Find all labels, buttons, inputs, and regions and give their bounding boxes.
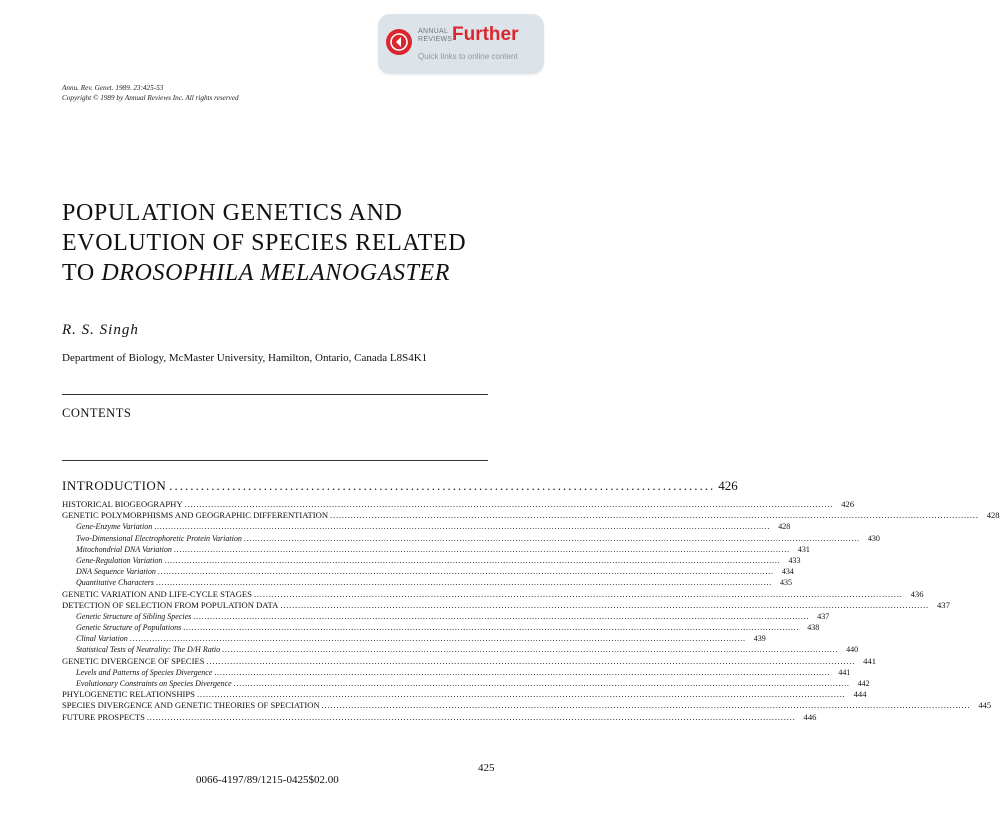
toc-leader-dots: ............................................................................................................................................................................................................................ [196, 689, 846, 700]
toc-leader-dots: ............................................................................................................................................................................................................................ [154, 522, 771, 532]
divider [62, 394, 488, 395]
toc-entry-page: 440 [846, 645, 859, 655]
toc-entry-label: Quantitative Characters [76, 578, 154, 588]
toc-leader-dots: ............................................................................................................................................................................................................................ [184, 499, 834, 509]
toc-entry-page: 426 [718, 478, 738, 493]
toc-entry-label: Evolutionary Constraints on Species Divergence [76, 679, 232, 688]
toc-subentry[interactable] [62, 622, 820, 633]
toc-entry[interactable] [62, 499, 855, 510]
toc-entry-page: 426 [841, 499, 855, 509]
toc-entry-page: 428 [778, 522, 791, 532]
toc-entry[interactable] [62, 689, 867, 700]
toc-entry[interactable] [62, 655, 877, 667]
toc-entry[interactable] [62, 711, 817, 723]
toc-leader-dots: ............................................................................................................................................................................................................................ [173, 544, 790, 554]
toc-leader-dots: ............................................................................................................................................................................................................................ [156, 578, 772, 588]
toc-entry-page: 439 [753, 634, 766, 644]
toc-entry-label: Genetic Structure of Sibling Species [76, 611, 192, 621]
title-line: EVOLUTION OF SPECIES RELATED [62, 230, 467, 256]
toc-entry-page: 437 [936, 599, 950, 610]
toc-entry-page: 434 [781, 567, 794, 577]
toc-entry-page: 442 [857, 679, 870, 688]
toc-entry-label: DNA Sequence Variation [76, 567, 156, 577]
copyright-line: Copyright © 1989 by Annual Reviews Inc. All rights reserved [62, 94, 239, 102]
toc-leader-dots: ............................................................................................................................................................................................................................ [321, 700, 971, 711]
contents-heading: CONTENTS [62, 406, 132, 420]
toc-leader-dots: ............................................................................................................................................................................................................................ [214, 667, 831, 677]
toc-subentry[interactable] [62, 544, 810, 555]
toc-entry-page: 445 [978, 700, 992, 711]
toc-entry-label: HISTORICAL BIOGEOGRAPHY [62, 499, 183, 509]
badge-further-text: Further [452, 24, 519, 45]
toc-entry[interactable] [62, 510, 1000, 521]
toc-subentry[interactable] [62, 667, 851, 678]
toc-leader-dots: ............................................................................................................................................................................................................................ [164, 555, 781, 565]
toc-subentry[interactable] [62, 577, 792, 588]
toc-leader-dots: ............................................................................................................................................................................................................................ [280, 599, 929, 610]
title-prefix: TO [62, 260, 102, 286]
toc-leader-dots: ............................................................................................................................................................................................................................ [146, 711, 796, 722]
toc-entry-page: 446 [803, 711, 817, 722]
annual-reviews-further-badge[interactable] [378, 14, 544, 74]
badge-tagline: Quick links to online content [418, 52, 518, 61]
article-code: 0066-4197/89/1215-0425$02.00 [196, 774, 339, 786]
toc-leader-dots: ............................................................................................................................................................................................................................ [243, 533, 860, 543]
toc-leader-dots: ............................................................................................................................................................................................................................ [157, 567, 774, 577]
divider [62, 460, 488, 461]
toc-entry-page: 436 [910, 588, 924, 599]
toc-entry-label: Levels and Patterns of Species Divergence [76, 667, 213, 677]
badge-annual-reviews-text: ANNUAL REVIEWS [418, 28, 453, 43]
toc-subentry[interactable] [62, 566, 794, 577]
toc-entry-page: 444 [853, 689, 867, 700]
toc-entry-page: 428 [986, 510, 1000, 521]
table-of-contents [62, 499, 1000, 723]
toc-subentry[interactable] [62, 555, 801, 566]
toc-entry[interactable] [62, 700, 992, 711]
toc-leader-dots: ............................................................................................................................................................................................................................ [330, 510, 979, 521]
toc-subentry[interactable] [62, 611, 830, 622]
toc-entry-page: 441 [863, 655, 877, 666]
toc-entry-label: INTRODUCTION [62, 478, 167, 493]
journal-citation [62, 83, 239, 103]
toc-entry[interactable] [62, 599, 950, 611]
title-species-name: DROSOPHILA MELANOGASTER [101, 260, 451, 286]
citation-line: Annu. Rev. Genet. 1989. 23:425-53 [62, 84, 164, 92]
toc-subentry[interactable] [62, 521, 791, 532]
toc-leader-dots: ............................................................................................................................................................................................................................ [183, 623, 800, 633]
toc-entry-page: 441 [838, 667, 851, 677]
author-name: R. S. Singh [62, 322, 139, 338]
toc-entry-label: SPECIES DIVERGENCE AND GENETIC THEORIES OF SPECIATION [62, 700, 320, 711]
page-number: 425 [478, 762, 495, 774]
toc-entry-label: Clinal Variation [76, 634, 128, 644]
toc-entry-label: GENETIC DIVERGENCE OF SPECIES [62, 655, 205, 666]
toc-entry-label: DETECTION OF SELECTION FROM POPULATION DATA [62, 599, 279, 610]
toc-leader-dots: ............................................................................................................................................................................................................................ [253, 588, 903, 599]
play-arrow-icon [386, 29, 412, 55]
toc-entry-label: Gene-Enzyme Variation [76, 522, 153, 532]
toc-entry[interactable] [62, 588, 924, 600]
toc-entry-label: GENETIC VARIATION AND LIFE-CYCLE STAGES [62, 588, 252, 599]
toc-entry-label: FUTURE PROSPECTS [62, 711, 145, 722]
toc-entry-introduction[interactable] [62, 478, 738, 494]
toc-subentry[interactable] [62, 533, 880, 544]
article-title [62, 198, 522, 288]
toc-leader-dots: ............................................................................................................................................................................................................................ [193, 611, 810, 621]
toc-entry-label: GENETIC POLYMORPHISMS AND GEOGRAPHIC DIFFERENTIATION [62, 510, 329, 521]
toc-subentry[interactable] [62, 644, 859, 655]
author-affiliation: Department of Biology, McMaster University, Hamilton, Ontario, Canada L8S4K1 [62, 352, 428, 364]
toc-leader-dots: ............................................................................................................................................................................................................................ [233, 679, 850, 688]
toc-entry-page: 435 [780, 578, 792, 588]
toc-subentry[interactable] [62, 678, 870, 689]
title-line: POPULATION GENETICS AND [62, 200, 403, 226]
toc-entry-label: Two-Dimensional Electrophoretic Protein Variation [76, 533, 242, 543]
toc-entry-page: 430 [867, 533, 880, 543]
toc-subentry[interactable] [62, 633, 766, 644]
toc-leader-dots: ............................................................................................................................................................................................................................ [206, 655, 856, 666]
toc-leader-dots: ............................................................................................................................................................................................................................ [129, 634, 746, 644]
toc-entry-label: Mitochondrial DNA Variation [76, 544, 172, 554]
toc-entry-page: 431 [797, 544, 810, 554]
toc-entry-page: 437 [817, 611, 830, 621]
toc-leader-dots: ........................................................................................................ [169, 478, 716, 493]
toc-entry-page: 438 [807, 623, 820, 633]
toc-leader-dots: ............................................................................................................................................................................................................................ [222, 645, 839, 655]
toc-entry-page: 433 [788, 555, 801, 565]
toc-entry-label: Gene-Regulation Variation [76, 555, 163, 565]
toc-entry-label: PHYLOGENETIC RELATIONSHIPS [62, 689, 195, 700]
toc-entry-label: Genetic Structure of Populations [76, 623, 182, 633]
toc-entry-label: Statistical Tests of Neutrality: The D/H Ratio [76, 645, 221, 655]
title-line [62, 258, 522, 288]
